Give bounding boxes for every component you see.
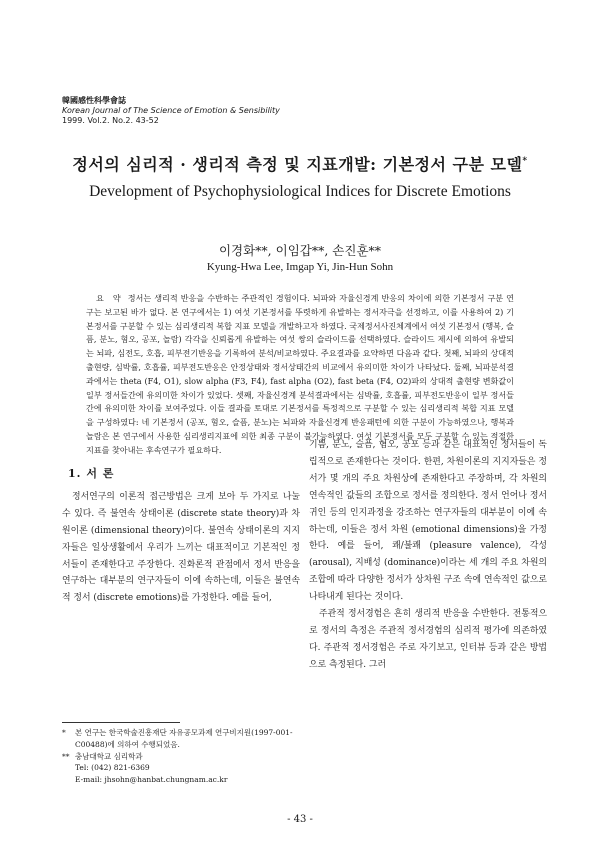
journal-header xyxy=(62,96,280,126)
journal-name-korean: 韓國感性科學會誌 xyxy=(62,96,126,105)
abstract-text: 정서는 생리적 반응을 수반하는 주관적인 경험이다. 뇌파와 자율신경계 반응의 차이에 의한 기본정서 구분 연구는 보고된 바가 없다. 본 연구에서는 1) 여섯 기본정서를 뚜렷하게 유발하는 정서자극을 선정하고, 이를 사용하여 2) 기본정서를 구분할 수 있는 심리생리적 복합 지표 모델을 개발하고자 하였다. 국제정서사진체계에서 여섯 기본정서 (행복, 슬픔, 분노, 혐오, 공포, 놀람) 각각을 신뢰롭게 유발하는 여섯 쌍의 슬라이드를 선택하였다. 슬라이드 제시에 의하여 유발되는 뇌파, 심전도, 호흡, 피부전기반응을 기록하여 분석/비교하였다. 주요결과를 요약하면 다음과 같다. 첫째, 뇌파의 상대적 출현량, 심박률, 호흡률, 피부전도반응은 안정상태와 정서상태간의 비교에서 유의미한 차이가 나타났다. 둘째, 뇌파분석결과에서는 theta (F4, O1), slow alpha (F3, F4), fast alpha (O2), fast beta (F4, O2)파의 상대적 출현량 변화값이 일부 정서들간에 유의미한 차이가 있었다. 셋째, 자율신경계 분석결과에서는 심박률, 호흡률, 피부전도반응이 일부 정서들간에 유의미한 차이를 보여주었다. 이들 결과를 토대로 기본정서를 특정적으로 구분할 수 있는 심리생리적 복합 지표 모델을 구성하였다: 네 기본정서 (공포, 혐오, 슬픔, 분노)는 뇌파와 자율신경계 반응패턴에 의한 구분이 가능하였으나, 행복과 놀람은 본 연구에서 사용한 심리생리지표에 의한 최종 구분이 불가능하였다. 여섯 기본정서를 모두 구분할 수 있는 적절한 지표를 찾아내는 후속연구가 필요하다. xyxy=(86,293,514,455)
footnote-text: 본 연구는 한국학술진흥재단 자유공모과제 연구비지원(1997-001-C00488)에 의하여 수행되었음. xyxy=(75,728,293,749)
column-left xyxy=(62,466,300,607)
column-right xyxy=(309,437,547,674)
authors-korean: 이경화**, 이임갑**, 손진훈** xyxy=(218,243,382,258)
paragraph: 주관적 정서경험은 흔히 생리적 반응을 수반한다. 전통적으로 정서의 측정은 주관적 정서경험의 심리적 평가에 의존하였다. 주관적 정서경험은 주로 자기보고, 인터뷰 등과 같은 방법으로 측정된다. 그러 xyxy=(309,609,547,670)
paragraph: 기쁨, 분노, 슬픔, 혐오, 공포 등과 같은 대표적인 정서들이 독립적으로 존재한다는 것이다. 한편, 차원이론의 지지자들은 정서가 몇 개의 주요 차원상에 존재한다고 주장하며, 각 차원의 연속적인 값들의 조합으로 정서를 정의한다. 정서 언어나 정서 귀인 등의 인지과정을 강조하는 연구자들의 대부분이 이에 속하는데, 이들은 정서 차원 (emotional dimensions)을 가정한다. 예를 들어, 쾌/불쾌 (pleasure valence), 각성 (arousal), 지배성 (dominance)이라는 세 개의 주요 차원의 조합에 따라 다양한 정서가 상차원 구조 속에 연속적인 값으로 나타내게 된다는 것이다. xyxy=(309,440,547,603)
abstract-label: 요 약 xyxy=(96,293,124,303)
footnote-mark: ** xyxy=(62,751,70,761)
footnote-text: 충남대학교 심리학과 xyxy=(75,751,143,761)
journal-name-english: Korean Journal of The Science of Emotion & Sensibility xyxy=(62,106,280,115)
footnote xyxy=(62,751,300,763)
footnote-text: E-mail: jhsohn@hanbat.chungnam.ac.kr xyxy=(75,775,228,785)
title-korean xyxy=(0,152,600,175)
footnote-mark: * xyxy=(62,728,66,737)
paragraph: 정서연구의 이론적 접근방법은 크게 보아 두 가지로 나눌 수 있다. 즉 불연속 상태이론 (discrete state theory)과 차원이론 (dimensional theory)이다. 불연속 상태이론의 지지자들은 일상생활에서 우리가 느끼는 대표적이고 기본적인 정서들이 존재한다고 주장한다. 진화론적 관점에서 정서 반응을 연구하는 대부분의 연구자들이 이에 속하는데, 이들은 불연속적 정서 (discrete emotions)를 가정한다. 예를 들어, xyxy=(62,491,300,604)
section-heading: 1. 서 론 xyxy=(68,467,115,480)
authors-english: Kyung-Hwa Lee, Imgap Yi, Jin-Hun Sohn xyxy=(206,261,394,273)
journal-issue: 1999. Vol.2. No.2. 43-52 xyxy=(62,116,159,125)
title-footnote-mark: * xyxy=(522,156,528,167)
footnote xyxy=(62,774,300,786)
abstract xyxy=(86,292,514,458)
footnote-text: Tel: (042) 821-6369 xyxy=(75,763,150,773)
footnote xyxy=(62,727,300,751)
title-english: Development of Psychophysiological Indices for Discrete Emotions xyxy=(89,183,511,200)
footnote xyxy=(62,762,300,774)
footnotes xyxy=(62,727,300,786)
footnote-divider xyxy=(62,722,180,723)
page-number: - 43 - xyxy=(287,814,313,825)
title-korean-text: 정서의 심리적 · 생리적 측정 및 지표개발: 기본정서 구분 모델 xyxy=(72,155,523,174)
